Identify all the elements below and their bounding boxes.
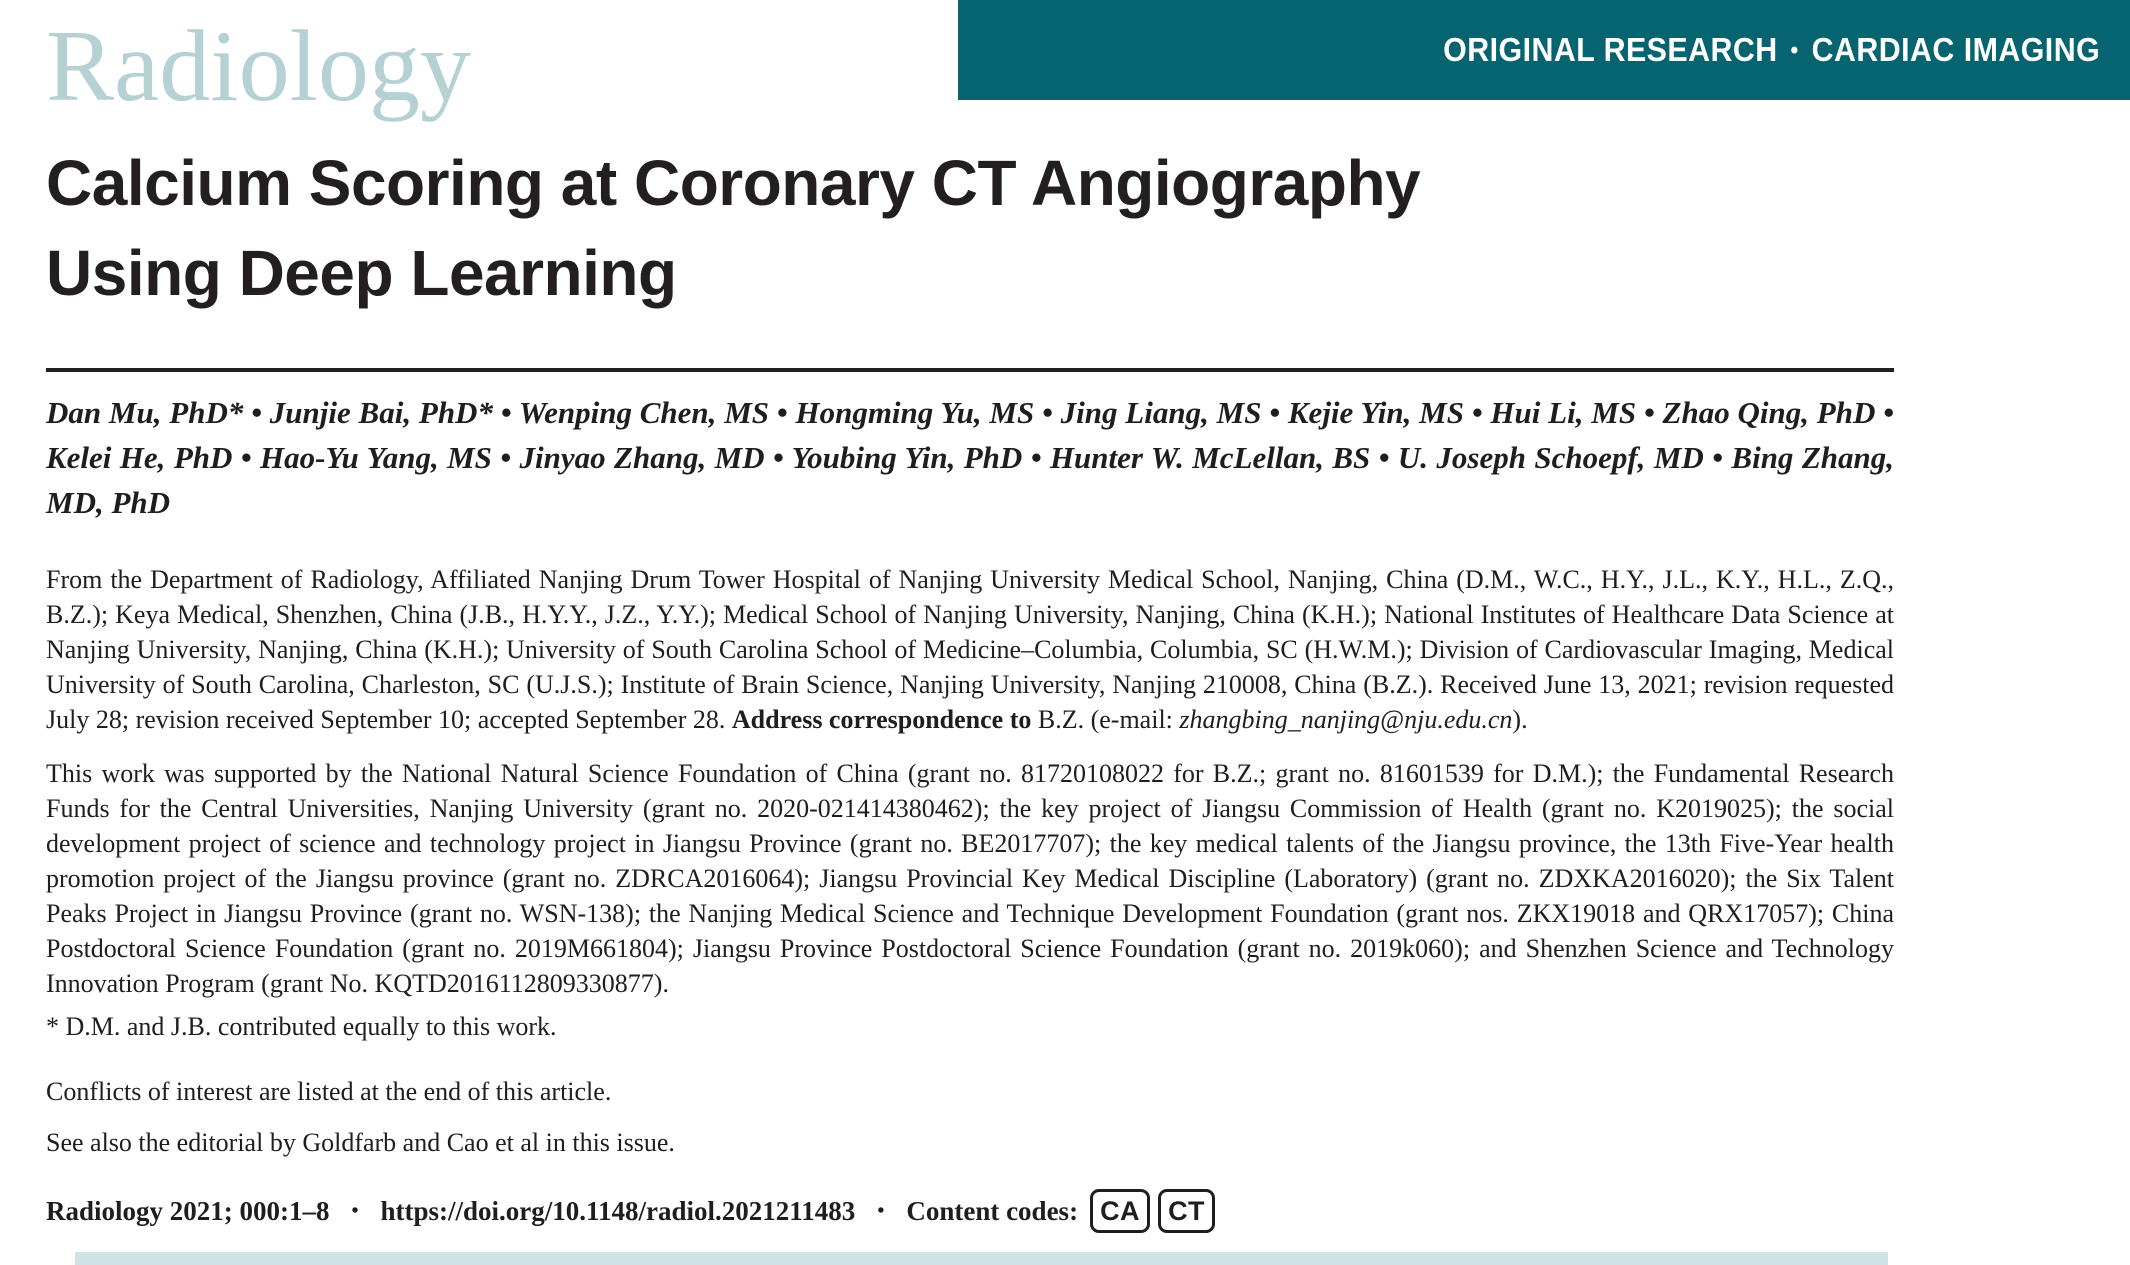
content-code-badge-ca: CA: [1090, 1189, 1150, 1233]
journal-reference: Radiology 2021; 000:1–8: [46, 1195, 330, 1226]
correspondence-recipient: B.Z. (e-mail:: [1031, 705, 1180, 734]
citation-bullet-icon: •: [877, 1199, 885, 1222]
banner-category-label: ORIGINAL RESEARCH: [1442, 31, 1778, 68]
banner-bullet-icon: •: [1790, 37, 1799, 64]
content-codes-label: Content codes:: [906, 1195, 1079, 1226]
banner-topic-label: CARDIAC IMAGING: [1811, 31, 2100, 68]
title-divider: [46, 368, 1894, 372]
footnote-conflicts: Conflicts of interest are listed at the end of this article.: [46, 1077, 612, 1106]
citation-line: [46, 1185, 1894, 1237]
content-code-badge-ct: CT: [1158, 1189, 1215, 1233]
affiliations-text: From the Department of Radiology, Affiliated Nanjing Drum Tower Hospital of Nanjing University Medical School, Nanjing, China (D.M., W.C., H.Y., J.L., K.Y., H.L., Z.Q., B.Z.); Keya Medical, Shenzhen, China (J.B., H.Y.Y., J.Z., Y.Y.); Medical School of Nanjing University, Nanjing, China (K.H.); National Institutes of Healthcare Data Science at Nanjing University, Nanjing, China (K.H.); University of South Carolina School of Medicine–Columbia, Columbia, SC (H.W.M.); Division of Cardiovascular Imaging, Medical University of South Carolina, Charleston, SC (U.J.S.); Institute of Brain Science, Nanjing University, Nanjing 210008, China (B.Z.). Received June 13, 2021; revision requested July 28; revision received September 10; accepted September 28.: [46, 565, 1894, 734]
funding-paragraph: This work was supported by the National Natural Science Foundation of China (grant no. 81720108022 for B.Z.; grant no. 81601539 for D.M.); the Fundamental Research Funds for the Central Universities, Nanjing University (grant no. 2020-021414380462); the key project of Jiangsu Commission of Health (grant no. K2019025); the social development project of science and technology project in Jiangsu Province (grant no. BE2017707); the key medical talents of the Jiangsu province, the 13th Five-Year health promotion project of the Jiangsu province (grant no. ZDRCA2016064); Jiangsu Provincial Key Medical Discipline (Laboratory) (grant no. ZDXKA2016020); the Six Talent Peaks Project in Jiangsu Province (grant no. WSN-138); the Nanjing Medical Science and Technique Development Foundation (grant nos. ZKX19018 and QRX17057); China Postdoctoral Science Foundation (grant no. 2019M661804); Jiangsu Province Postdoctoral Science Foundation (grant no. 2019k060); and Shenzhen Science and Technology Innovation Program (grant No. KQTD2016112809330877).: [46, 759, 1894, 998]
doi-link[interactable]: https://doi.org/10.1148/radiol.2021211483: [380, 1195, 856, 1226]
article-title: Calcium Scoring at Coronary CT Angiography Using Deep Learning: [46, 147, 1421, 309]
correspondence-end: ).: [1512, 705, 1528, 734]
correspondence-label: Address correspondence to: [731, 705, 1032, 734]
correspondence-email-link[interactable]: zhangbing_nanjing@nju.edu.cn: [1179, 705, 1513, 734]
footer-accent-bar: [75, 1252, 1888, 1265]
affiliations-paragraph: [46, 562, 1894, 737]
footnote-equal-contribution: * D.M. and J.B. contributed equally to this work.: [46, 1012, 557, 1041]
author-list: Dan Mu, PhD* • Junjie Bai, PhD* • Wenping Chen, MS • Hongming Yu, MS • Jing Liang, MS • Kejie Yin, MS • Hui Li, MS • Zhao Qing, PhD • Kelei He, PhD • Hao-Yu Yang, MS • Jinyao Zhang, MD • Youbing Yin, PhD • Hunter W. McLellan, BS • U. Joseph Schoepf, MD • Bing Zhang, MD, PhD: [46, 395, 1894, 520]
banner-text: [1443, 31, 2100, 69]
citation-bullet-icon: •: [351, 1199, 359, 1222]
journal-logo: Radiology: [46, 10, 471, 123]
category-banner: [958, 0, 2130, 100]
footnote-editorial: See also the editorial by Goldfarb and Cao et al in this issue.: [46, 1128, 675, 1157]
